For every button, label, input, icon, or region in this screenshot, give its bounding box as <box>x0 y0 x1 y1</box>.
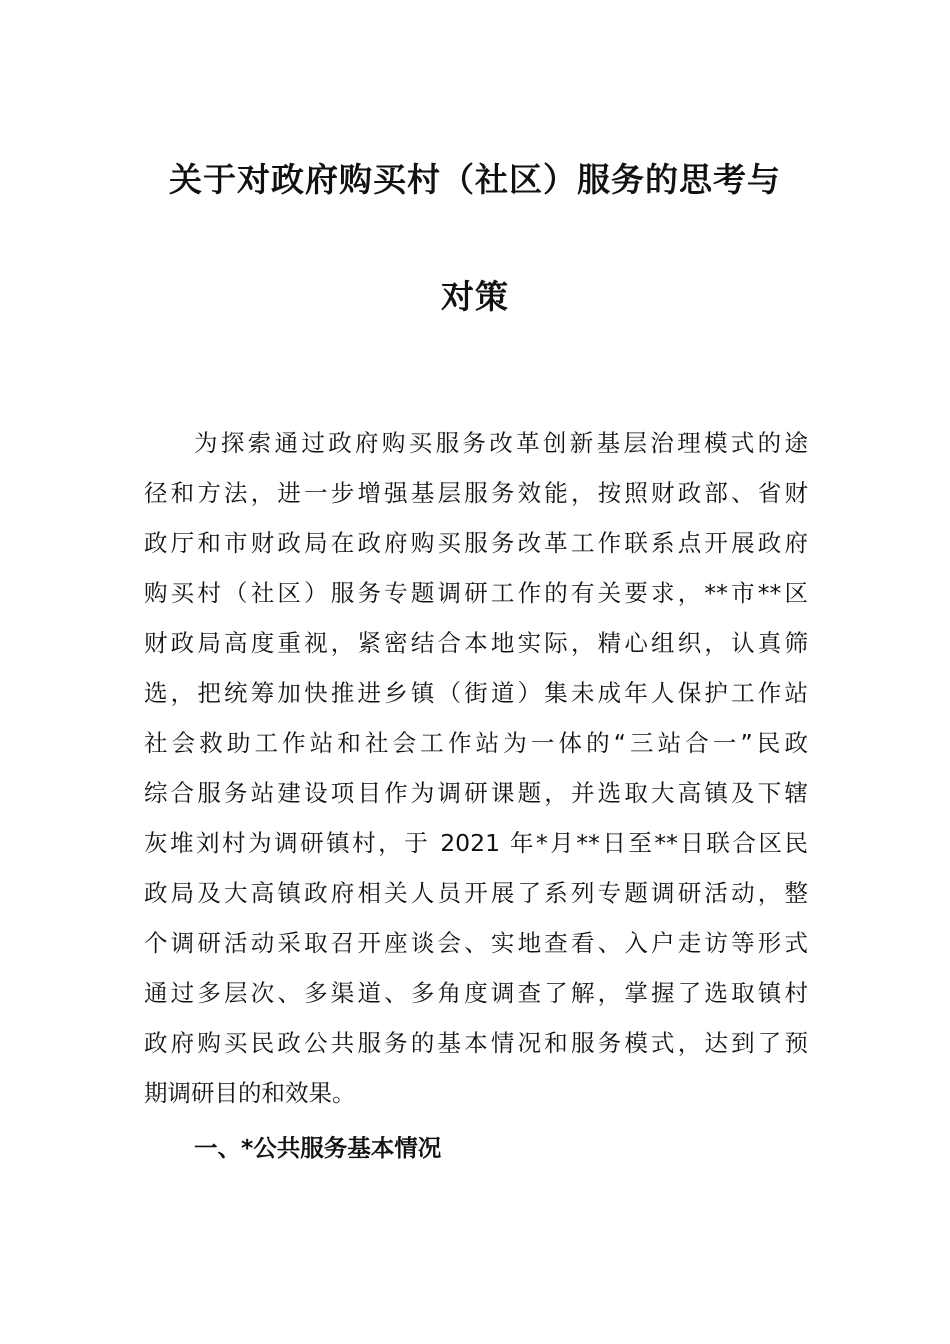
paragraph-line: 社会救助工作站和社会工作站为一体的“三站合一”民政 <box>144 729 808 757</box>
paragraph-line: 政局及大高镇政府相关人员开展了系列专题调研活动，整 <box>144 879 808 907</box>
paragraph-line: 灰堆刘村为调研镇村，于 2021 年*月**日至**日联合区民 <box>144 829 808 857</box>
paragraph-line: 通过多层次、多渠道、多角度调查了解，掌握了选取镇村 <box>144 979 808 1007</box>
paragraph-line: 期调研目的和效果。 <box>144 1079 356 1107</box>
paragraph-line: 购买村（社区）服务专题调研工作的有关要求，**市**区 <box>144 579 808 607</box>
intro-paragraph <box>144 418 808 1118</box>
paragraph-line: 政府购买民政公共服务的基本情况和服务模式，达到了预 <box>144 1029 808 1057</box>
paragraph-line: 选，把统筹加快推进乡镇（街道）集未成年人保护工作站 <box>144 679 808 707</box>
paragraph-line: 政厅和市财政局在政府购买服务改革工作联系点开展政府 <box>144 529 808 557</box>
document-title-line-2: 对策 <box>441 277 509 316</box>
paragraph-line: 财政局高度重视，紧密结合本地实际，精心组织，认真筛 <box>144 629 808 657</box>
paragraph-line: 为探索通过政府购买服务改革创新基层治理模式的途 <box>194 429 808 457</box>
paragraph-line: 综合服务站建设项目作为调研课题，并选取大高镇及下辖 <box>144 779 808 807</box>
document-title-line-1: 关于对政府购买村（社区）服务的思考与 <box>169 160 781 199</box>
section-heading: 一、*公共服务基本情况 <box>194 1134 442 1162</box>
paragraph-line: 径和方法，进一步增强基层服务效能，按照财政部、省财 <box>144 479 808 507</box>
paragraph-line: 个调研活动采取召开座谈会、实地查看、入户走访等形式 <box>144 929 808 957</box>
